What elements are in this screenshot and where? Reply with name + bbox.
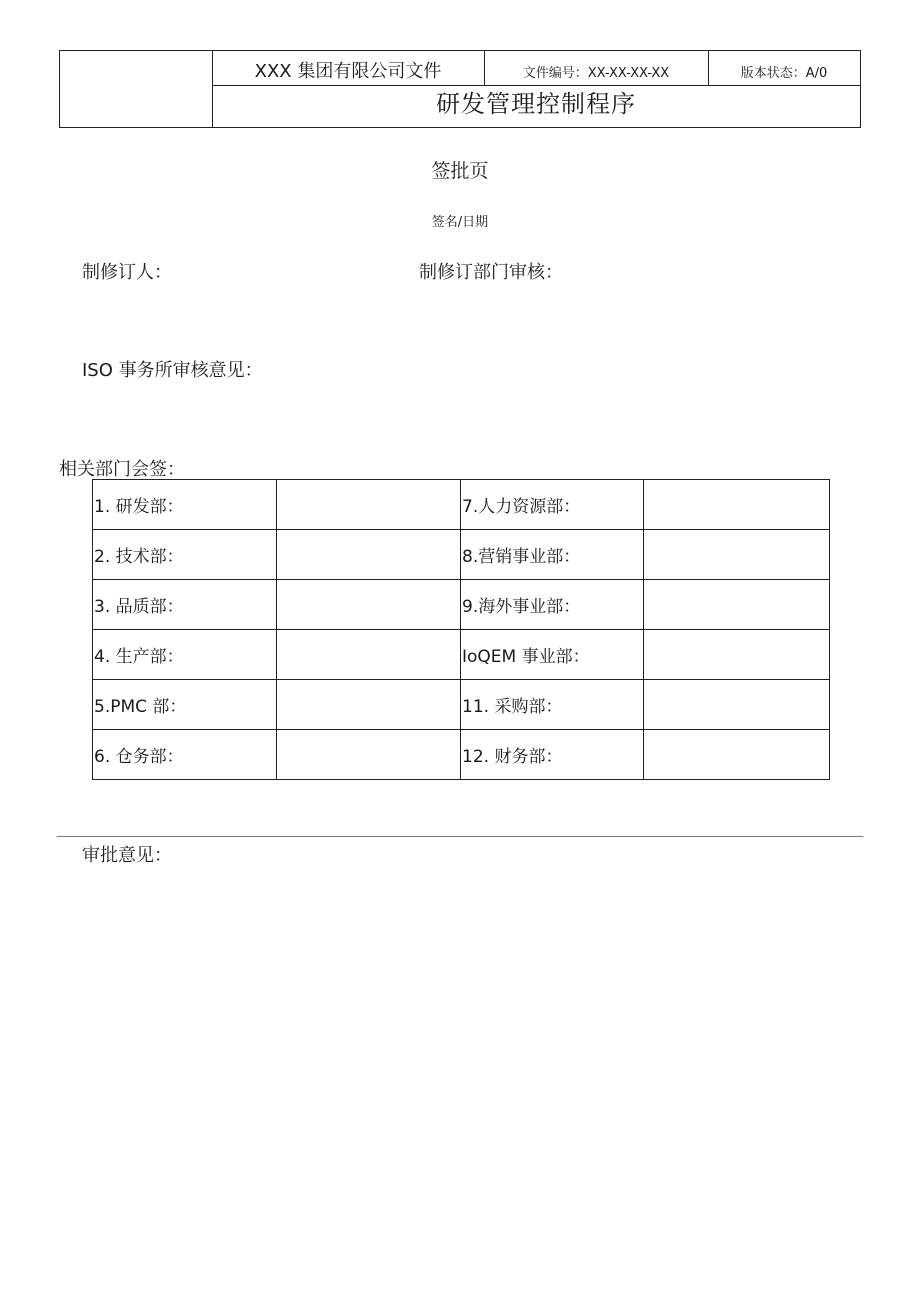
dept-label-cell: 1. 研发部： — [93, 480, 277, 530]
signature-cell — [277, 480, 461, 530]
company-document-label: XXX 集团有限公司文件 — [212, 51, 485, 85]
page-title: 签批页 — [431, 160, 489, 182]
header-top-row — [212, 51, 860, 86]
reviser-label: 制修订人： — [82, 262, 172, 283]
countersign-table — [92, 479, 830, 780]
table-row — [93, 580, 830, 630]
section-divider — [57, 836, 863, 837]
signature-cell — [644, 630, 830, 680]
signature-cell — [644, 680, 830, 730]
dept-label-cell: 9.海外事业部： — [461, 580, 644, 630]
dept-label-cell: 6. 仓务部： — [93, 730, 277, 780]
signature-cell — [644, 480, 830, 530]
version-status: 版本状态：A/0 — [740, 66, 828, 81]
document-number: 文件编号：XX-XX-XX-XX — [484, 51, 709, 85]
document-title: 研发管理控制程序 — [436, 90, 636, 118]
table-row — [93, 480, 830, 530]
approval-opinion-label: 审批意见： — [82, 845, 172, 866]
dept-label-cell: 11. 采购部： — [461, 680, 644, 730]
related-depts-label: 相关部门会签： — [59, 459, 185, 480]
signature-cell — [277, 580, 461, 630]
iso-review-label: ISO 事务所审核意见： — [82, 360, 263, 381]
dept-label-cell: 12. 财务部： — [461, 730, 644, 780]
dept-label-cell: 3. 品质部： — [93, 580, 277, 630]
table-row — [93, 680, 830, 730]
document-header — [59, 50, 861, 128]
signature-date-label: 签名/日期 — [431, 215, 489, 230]
signature-cell — [277, 680, 461, 730]
table-row — [93, 530, 830, 580]
table-row — [93, 730, 830, 780]
dept-label-cell: 4. 生产部： — [93, 630, 277, 680]
signature-cell — [644, 530, 830, 580]
dept-label-cell: 8.营销事业部： — [461, 530, 644, 580]
table-row — [93, 630, 830, 680]
signature-cell — [277, 730, 461, 780]
logo-cell — [60, 51, 213, 127]
dept-label-cell: 5.PMC 部： — [93, 680, 277, 730]
dept-label-cell: 2. 技术部： — [93, 530, 277, 580]
dept-review-label: 制修订部门审核： — [419, 262, 563, 283]
dept-label-cell: IoQEM 事业部： — [461, 630, 644, 680]
signature-cell — [644, 730, 830, 780]
signature-cell — [277, 530, 461, 580]
signature-cell — [277, 630, 461, 680]
signature-cell — [644, 580, 830, 630]
dept-label-cell: 7.人力资源部： — [461, 480, 644, 530]
